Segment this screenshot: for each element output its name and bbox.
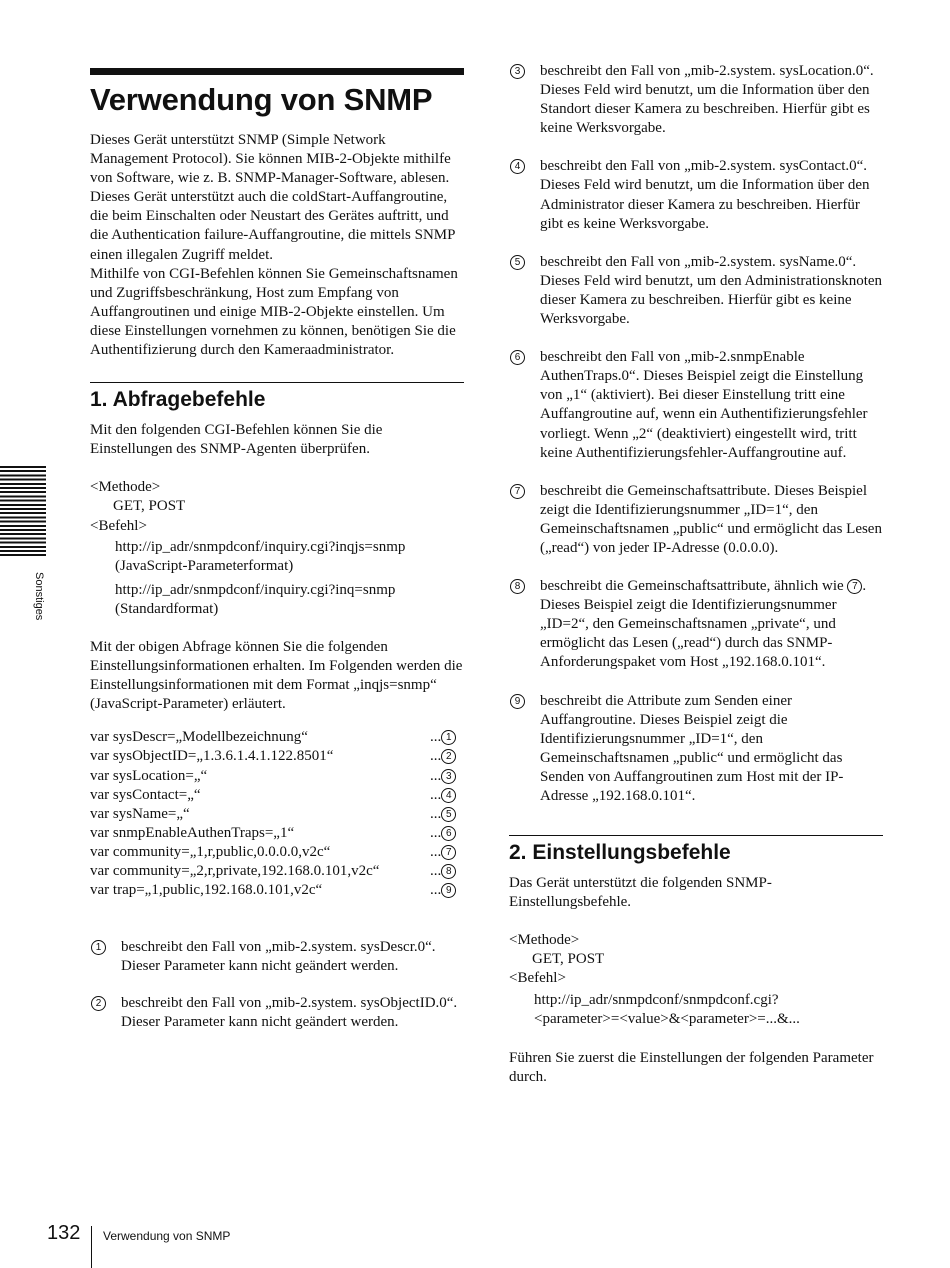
ref-number-icon: 1 [441,730,456,745]
section1-heading: 1. Abfragebefehle [90,388,266,412]
note-item: 4 beschreibt den Fall von „mib-2.system. sysContact.0“. Dieses Feld wird benutzt, um die Information über den Administrator dieser Kamera zu beschreiben. Hierfür gibt es keine Werksvorgabe. [509,157,883,233]
note-number-icon: 2 [91,996,106,1011]
title-rule [90,68,464,75]
ref-number-icon: 8 [441,864,456,879]
footer-divider [91,1226,92,1268]
inline-ref-icon: 7 [847,579,862,594]
inquiry-url-js: http://ip_adr/snmpdconf/inquiry.cgi?inqjs=snmp [115,538,406,555]
variable-row: var sysObjectID=„1.3.6.1.4.1.122.8501“ ... 2 [90,747,464,766]
note-item: 8 beschreibt die Gemeinschaftsattribute, ähnlich wie 7 . Dieses Beispiel zeigt die Identifizierungsnummer „ID=2“, den Gemeinschaftsnamen „private“, und ermöglicht das Lesen („read“) durch das SNMP-Anforderungspaket vom Host „192.168.0.101“. [509,577,883,672]
ref-number-icon: 5 [441,807,456,822]
note-item: 3 beschreibt den Fall von „mib-2.system. sysLocation.0“. Dieses Feld wird benutzt, um die Information über den Standort dieser Kamera zu beschreiben. Hierfür gibt es keine Werksvorgabe. [509,62,883,138]
inquiry-url-std: http://ip_adr/snmpdconf/inquiry.cgi?inq=snmp [115,581,396,598]
page-number: 132 [47,1222,81,1244]
section1-method-block [90,478,464,619]
ref-number-icon: 6 [441,826,456,841]
command-label: <Befehl> [509,970,566,987]
method-value: GET, POST [113,498,186,515]
variable-row: var community=„2,r,private,192.168.0.101,v2c“ ... 8 [90,862,464,881]
method-label: <Methode> [90,479,161,496]
note-number-icon: 9 [510,694,525,709]
note-item: 5 beschreibt den Fall von „mib-2.system. sysName.0“. Dieses Feld wird benutzt, um den Administrationsknoten dieser Kamera zu beschreiben. Hierfür gibt es keine Werksvorgabe. [509,253,883,329]
intro-paragraph-1: Dieses Gerät unterstützt SNMP (Simple Network Management Protocol). Sie können MIB-2-Objekte mithilfe von Software, wie z. B. SNMP-Manager-Software, ablesen. Dieses Gerät unterstützt auch die coldStart-Auffangroutine, die beim Einschalten oder Neustart des Gerätes auftritt, und die Authentication failure-Auffangroutine, die mittels SNMP einen illegalen Zugriff meldet. [90,132,455,263]
method-value: GET, POST [532,951,605,968]
variable-row: var sysLocation=„“ ... 3 [90,767,464,786]
note-number-icon: 1 [91,940,106,955]
note-number-icon: 6 [510,350,525,365]
variable-row: var community=„1,r,public,0.0.0.0,v2c“ ... 7 [90,843,464,862]
note-item: 7 beschreibt die Gemeinschaftsattribute. Dieses Beispiel zeigt die Identifizierungsnummer „ID=1“, den Gemeinschaftsnamen „public“ und ermöglicht das Lesen („read“) von jeder IP-Adresse (0.0.0.0). [509,482,883,558]
settings-url-line2: <parameter>=<value>&<parameter>=...&... [534,1010,800,1027]
inquiry-url-std-note: (Standardformat) [115,600,219,617]
settings-url-line1: http://ip_adr/snmpdconf/snmpdconf.cgi? [534,991,779,1008]
ref-number-icon: 3 [441,769,456,784]
variable-row: var sysContact=„“ ... 4 [90,786,464,805]
section2-after: Führen Sie zuerst die Einstellungen der folgenden Parameter durch. [509,1049,874,1085]
note-number-icon: 5 [510,255,525,270]
section2-intro: Das Gerät unterstützt die folgenden SNMP-Einstellungsbefehle. [509,875,772,911]
section1-intro: Mit den folgenden CGI-Befehlen können Sie die Einstellungen des SNMP-Agenten überprüfen. [90,422,383,458]
side-tab-label: Sonstiges [33,572,45,621]
ref-number-icon: 9 [441,883,456,898]
variable-row: var sysName=„“ ... 5 [90,805,464,824]
note-item: 1 beschreibt den Fall von „mib-2.system. sysDescr.0“. Dieser Parameter kann nicht geändert werden. [90,938,464,976]
section2-rule [509,835,883,836]
variable-row: var trap=„1,public,192.168.0.101,v2c“ ... 9 [90,881,464,900]
note-number-icon: 4 [510,159,525,174]
inquiry-url-js-note: (JavaScript-Parameterformat) [115,557,294,574]
command-label: <Befehl> [90,517,147,534]
note-item: 9 beschreibt die Attribute zum Senden einer Auffangroutine. Dieses Beispiel zeigt die Identifizierungsnummer „ID=1“, den Gemeinschaftsnamen „public“ und ermöglicht das Senden von Auffangroutinen zum Host mit der IP-Adresse „192.168.0.101“. [509,692,883,807]
note-number-icon: 8 [510,579,525,594]
note-number-icon: 7 [510,484,525,499]
right-column [509,62,883,1087]
section2-method-block [509,931,883,1028]
ref-number-icon: 2 [441,749,456,764]
variable-row: var sysDescr=„Modellbezeichnung“ ... 1 [90,728,464,747]
note-number-icon: 3 [510,64,525,79]
ref-number-icon: 7 [441,845,456,860]
side-tab-stripes [0,466,46,558]
section2-heading: 2. Einstellungsbefehle [509,841,731,865]
footer-title: Verwendung von SNMP [103,1229,231,1243]
method-label: <Methode> [509,932,580,949]
section1-after: Mit der obigen Abfrage können Sie die folgenden Einstellungsinformationen erhalten. Im Folgenden werden die Einstellungsinformationen mit dem Format „inqjs=snmp“ (JavaScript-Parameter) erläutert. [90,638,463,713]
section1-rule [90,382,464,383]
note-item: 2 beschreibt den Fall von „mib-2.system. sysObjectID.0“. Dieser Parameter kann nicht geändert werden. [90,994,464,1032]
left-column [90,68,464,1033]
note-item: 6 beschreibt den Fall von „mib-2.snmpEnable AuthenTraps.0“. Dieses Beispiel zeigt die Einstellung von „1“ (aktiviert). Bei dieser Einstellung tritt eine Auffangroutine auf, wenn ein Authentifizierungsfehler vorliegt. Wenn „2“ (deaktiviert) eingestellt wird, tritt keine Authentifizierungsfehler-Auffangroutine auf. [509,348,883,463]
page-title: Verwendung von SNMP [90,82,433,117]
ref-number-icon: 4 [441,788,456,803]
variable-row: var snmpEnableAuthenTraps=„1“ ... 6 [90,824,464,843]
variable-list [90,728,464,900]
intro-paragraph-2: Mithilfe von CGI-Befehlen können Sie Gemeinschaftsnamen und Zugriffsbeschränkung, Host zum Empfang von Auffangroutinen und einige MIB-2-Objekte einstellen. Um diese Einstellungen vornehmen zu können, benötigen Sie die Authentifizierung durch den Kameraadministrator. [90,265,458,359]
